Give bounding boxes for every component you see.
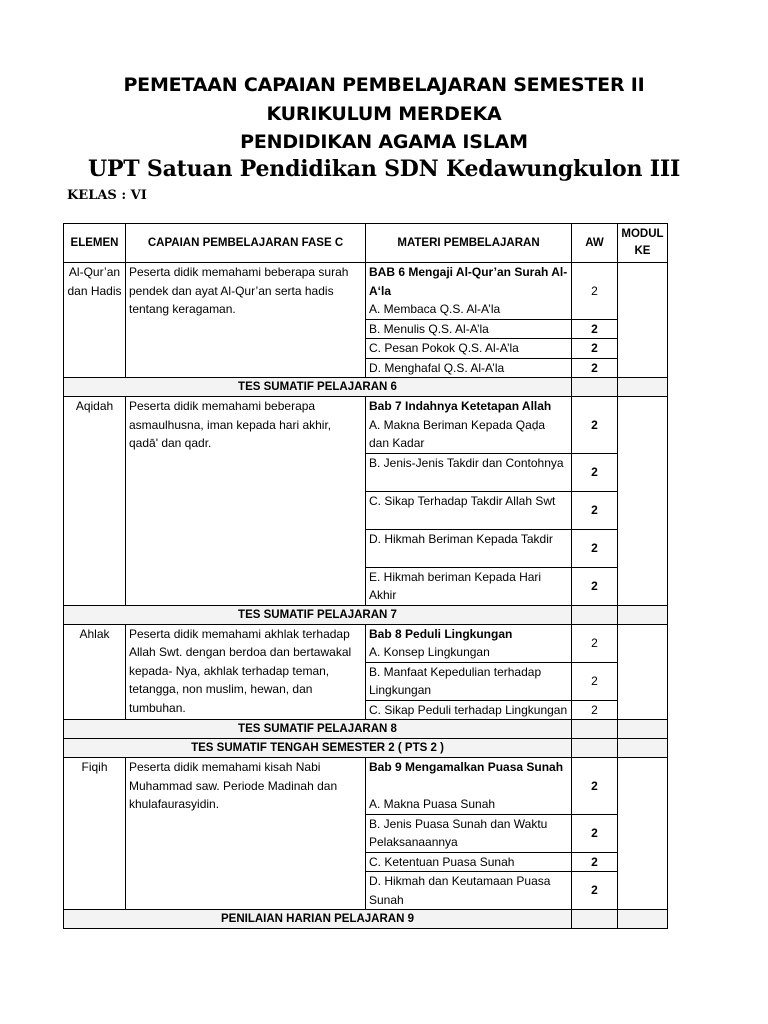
modul-cell [618, 758, 668, 910]
summary-row [64, 910, 668, 929]
aw-cell: 2 [572, 758, 618, 815]
summary-row [64, 378, 668, 397]
materi-cell: B. Jenis-Jenis Takdir dan Contohnya [366, 453, 572, 491]
aw-cell: 2 [572, 319, 618, 339]
aw-cell: 2 [572, 662, 618, 700]
materi-cell: B. Jenis Puasa Sunah dan Waktu Pelaksanaannya [366, 814, 572, 852]
aw-cell: 2 [572, 700, 618, 720]
materi-cell [366, 397, 572, 454]
aw-cell: 2 [572, 624, 618, 662]
elemen-cell: Fiqih [64, 758, 126, 910]
modul-cell [618, 397, 668, 606]
table-row [64, 263, 668, 320]
capaian-cell: Peserta didik memahami akhlak terhadap Allah Swt. dengan berdoa dan bertawakal kepada- Nya, akhlak terhadap teman, tetangga, non muslim, hewan, dan tumbuhan. [126, 624, 366, 720]
materi-cell [366, 624, 572, 662]
capaian-cell: Peserta didik memahami kisah Nabi Muhammad saw. Periode Madinah dan khulafaurasyidin. [126, 758, 366, 910]
materi-cell: D. Hikmah Beriman Kepada Takdir [366, 529, 572, 567]
summary-aw [572, 720, 618, 739]
elemen-cell: Al-Qur’an dan Hadis [64, 263, 126, 378]
header-elemen: ELEMEN [64, 224, 126, 263]
title-line-3: PENDIDIKAN AGAMA ISLAM [240, 131, 528, 153]
header-materi: MATERI PEMBELAJARAN [366, 224, 572, 263]
header-modul: MODUL KE [618, 224, 668, 263]
title-line-1: PEMETAAN CAPAIAN PEMBELAJARAN SEMESTER II [123, 74, 645, 96]
bab-title: Bab 7 Indahnya Ketetapan Allah [369, 399, 552, 413]
header-aw: AW [572, 224, 618, 263]
elemen-cell: Aqidah [64, 397, 126, 606]
pts-label: TES SUMATIF TENGAH SEMESTER 2 ( PTS 2 ) [64, 739, 572, 758]
materi-cell: C. Sikap Terhadap Takdir Allah Swt [366, 491, 572, 529]
materi-cell: C. Ketentuan Puasa Sunah [366, 852, 572, 872]
materi-cell [366, 263, 572, 320]
materi-text: A. Membaca Q.S. Al-A’la [369, 302, 501, 316]
aw-cell: 2 [572, 263, 618, 320]
table-row [64, 397, 668, 454]
aw-cell: 2 [572, 852, 618, 872]
summary-aw [572, 378, 618, 397]
aw-cell: 2 [572, 814, 618, 852]
aw-cell: 2 [572, 529, 618, 567]
materi-cell [366, 758, 572, 815]
materi-cell: C. Sikap Peduli terhadap Lingkungan [366, 700, 572, 720]
summary-label: PENILAIAN HARIAN PELAJARAN 9 [64, 910, 572, 929]
capaian-cell: Peserta didik memahami beberapa asmaulhusna, iman kepada hari akhir, qadā' dan qadr. [126, 397, 366, 606]
materi-cell: D. Menghafal Q.S. Al-A’la [366, 358, 572, 378]
materi-cell: B. Menulis Q.S. Al-A’la [366, 319, 572, 339]
aw-cell: 2 [572, 339, 618, 359]
capaian-cell: Peserta didik memahami beberapa surah pendek dan ayat Al-Qur’an serta hadis tentang keragaman. [126, 263, 366, 378]
aw-cell: 2 [572, 358, 618, 378]
bab-title: Bab 8 Peduli Lingkungan [369, 626, 513, 641]
summary-aw [572, 739, 618, 758]
materi-cell: C. Pesan Pokok Q.S. Al-A’la [366, 339, 572, 359]
bab-title: Bab 9 Mengamalkan Puasa Sunah [369, 760, 564, 774]
materi-cell: D. Hikmah dan Keutamaan Puasa Sunah [366, 872, 572, 910]
modul-cell [618, 263, 668, 378]
elemen-cell: Ahlak [64, 624, 126, 720]
summary-label: TES SUMATIF PELAJARAN 6 [64, 378, 572, 397]
aw-cell: 2 [572, 567, 618, 605]
school-title: UPT Satuan Pendidikan SDN Kedawungkulon III [87, 156, 681, 182]
table-row [64, 758, 668, 815]
modul-cell [618, 624, 668, 720]
materi-cell: E. Hikmah beriman Kepada Hari Akhir [366, 567, 572, 605]
summary-modul [618, 910, 668, 929]
summary-aw [572, 605, 618, 624]
title-line-2: KURIKULUM MERDEKA [266, 103, 502, 125]
summary-row [64, 605, 668, 624]
bab-title: BAB 6 Mengaji Al-Qur’an Surah Al-A‘la [369, 265, 568, 298]
materi-text: A. Konsep Lingkungan [369, 645, 490, 659]
summary-modul [618, 378, 668, 397]
table-header-row [64, 224, 668, 263]
summary-row [64, 720, 668, 739]
class-label: KELAS : VI [67, 188, 147, 203]
materi-text: A. Makna Puasa Sunah [369, 797, 496, 811]
materi-text: A. Makna Beriman Kepada Qaḍa dan Kadar [369, 417, 546, 450]
summary-aw [572, 910, 618, 929]
materi-cell: B. Manfaat Kepedulian terhadap Lingkungan [366, 662, 572, 700]
summary-label: TES SUMATIF PELAJARAN 8 [64, 720, 572, 739]
summary-row [64, 739, 668, 758]
aw-cell: 2 [572, 397, 618, 454]
summary-modul [618, 739, 668, 758]
aw-cell: 2 [572, 872, 618, 910]
mapping-table [63, 223, 668, 929]
summary-label: TES SUMATIF PELAJARAN 7 [64, 605, 572, 624]
summary-modul [618, 720, 668, 739]
summary-modul [618, 605, 668, 624]
aw-cell: 2 [572, 453, 618, 491]
header-capaian: CAPAIAN PEMBELAJARAN FASE C [126, 224, 366, 263]
table-row [64, 624, 668, 662]
aw-cell: 2 [572, 491, 618, 529]
